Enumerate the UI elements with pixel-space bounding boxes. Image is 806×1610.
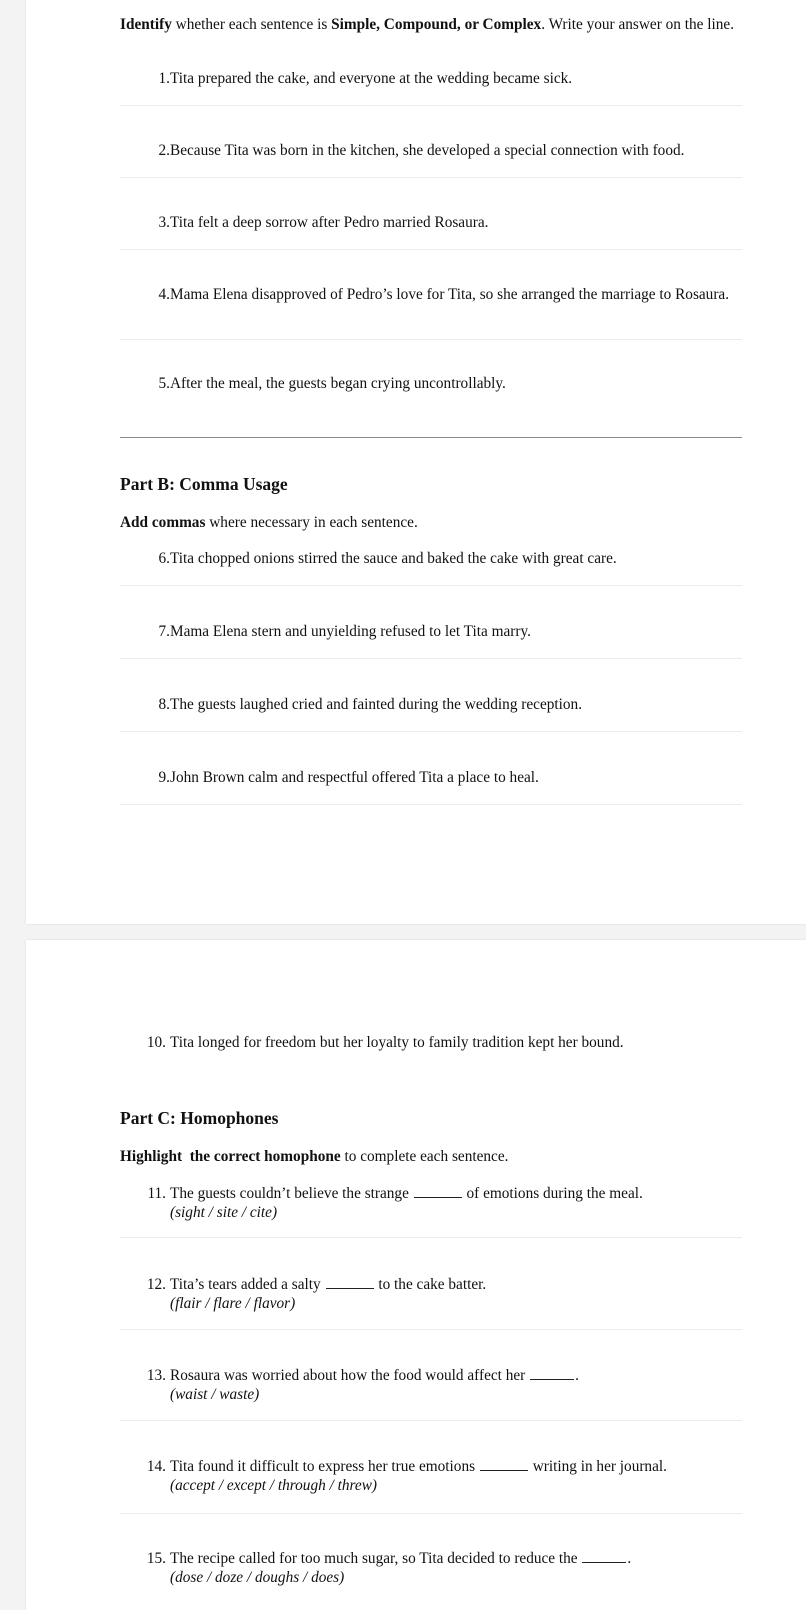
item-number: 10. — [146, 1034, 166, 1051]
answer-line[interactable] — [120, 731, 742, 732]
homophone-options[interactable]: (dose / doze / doughs / does) — [170, 1569, 345, 1586]
item-text-after: . — [575, 1367, 579, 1384]
list-item — [143, 622, 748, 641]
item-text: Tita chopped onions stirred the sauce and baked the cake with great care. — [170, 550, 617, 567]
homophone-options[interactable]: (waist / waste) — [170, 1386, 260, 1403]
item-number: 8. — [158, 696, 170, 713]
item-number: 3. — [158, 214, 170, 231]
item-text: Mama Elena stern and unyielding refused to let Tita marry. — [170, 623, 531, 640]
fill-blank[interactable] — [414, 1184, 462, 1198]
list-item — [143, 1033, 748, 1052]
item-text — [170, 1184, 748, 1203]
section-divider — [120, 437, 742, 438]
item-number: 2. — [158, 142, 170, 159]
item-text-after: of emotions during the meal. — [462, 1185, 643, 1202]
item-separator — [120, 1237, 742, 1238]
answer-line[interactable] — [120, 105, 742, 106]
item-text-before: Tita’s tears added a salty — [170, 1276, 325, 1293]
answer-line[interactable] — [120, 658, 742, 659]
item-number: 14. — [146, 1458, 166, 1475]
answer-line[interactable] — [120, 804, 742, 805]
list-item — [143, 1549, 748, 1587]
list-item — [143, 69, 748, 88]
item-text: Mama Elena disapproved of Pedro’s love for Tita, so she arranged the marriage to Rosaura. — [170, 286, 730, 303]
item-text-before: Tita found it difficult to express her true emotions — [170, 1458, 479, 1475]
list-item — [143, 374, 748, 393]
item-text-before: The recipe called for too much sugar, so Tita decided to reduce the — [170, 1550, 582, 1567]
item-text — [170, 1549, 748, 1568]
worksheet-page-1 — [26, 0, 806, 924]
instruction-keyword: Highlight the correct homophone — [120, 1148, 341, 1165]
list-item — [143, 1366, 748, 1404]
item-text: After the meal, the guests began crying uncontrollably. — [170, 375, 506, 392]
fill-blank[interactable] — [326, 1275, 374, 1289]
worksheet-page-2 — [26, 940, 806, 1610]
item-text — [170, 1366, 748, 1385]
item-number: 5. — [158, 375, 170, 392]
list-item — [143, 549, 748, 568]
list-item — [143, 141, 748, 160]
instruction-text: whether each sentence is — [171, 16, 332, 33]
list-item — [143, 1275, 748, 1313]
item-text — [170, 1275, 748, 1294]
item-number: 12. — [146, 1276, 166, 1293]
item-separator — [120, 1513, 742, 1514]
item-number: 13. — [146, 1367, 166, 1384]
fill-blank[interactable] — [530, 1366, 574, 1380]
instruction-keyword: Simple, Compound, or Complex — [331, 16, 542, 33]
item-text: Tita felt a deep sorrow after Pedro married Rosaura. — [170, 214, 489, 231]
list-item — [143, 285, 748, 304]
item-text — [170, 1457, 748, 1476]
section-heading: Part B: Comma Usage — [120, 474, 288, 494]
item-text-after: writing in her journal. — [528, 1458, 667, 1475]
item-separator — [120, 1420, 742, 1421]
fill-blank[interactable] — [582, 1549, 626, 1563]
list-item — [143, 1457, 748, 1495]
homophone-options[interactable]: (accept / except / through / threw) — [170, 1477, 378, 1494]
answer-line[interactable] — [120, 177, 742, 178]
part-c-instruction — [120, 1147, 760, 1166]
item-text-after: . — [627, 1550, 632, 1567]
instruction-text: . Write your answer on the line. — [541, 16, 735, 33]
item-number: 4. — [158, 286, 170, 303]
item-text-before: The guests couldn’t believe the strange — [170, 1185, 413, 1202]
answer-line[interactable] — [120, 249, 742, 250]
item-number: 6. — [158, 550, 170, 567]
item-text: Tita prepared the cake, and everyone at the wedding became sick. — [170, 70, 573, 87]
item-text: Tita longed for freedom but her loyalty to family tradition kept her bound. — [170, 1034, 624, 1051]
item-number: 11. — [147, 1185, 166, 1202]
item-number: 15. — [146, 1550, 166, 1567]
instruction-keyword: Identify — [120, 16, 172, 33]
homophone-options[interactable]: (sight / site / cite) — [170, 1204, 278, 1221]
item-text-before: Rosaura was worried about how the food would affect her — [170, 1367, 530, 1384]
answer-line[interactable] — [120, 339, 742, 340]
list-item — [143, 695, 748, 714]
section-heading: Part C: Homophones — [120, 1108, 279, 1128]
answer-line[interactable] — [120, 585, 742, 586]
list-item — [143, 768, 748, 787]
instruction-keyword: Add commas — [120, 514, 206, 531]
part-a-instruction — [120, 15, 760, 34]
item-text: John Brown calm and respectful offered Tita a place to heal. — [170, 769, 539, 786]
item-text-after: to the cake batter. — [374, 1276, 487, 1293]
homophone-options[interactable]: (flair / flare / flavor) — [170, 1295, 296, 1312]
item-number: 7. — [158, 623, 170, 640]
item-number: 9. — [158, 769, 170, 786]
list-item — [143, 1184, 748, 1222]
item-text: Because Tita was born in the kitchen, she developed a special connection with food. — [170, 142, 685, 159]
instruction-text: to complete each sentence. — [340, 1148, 509, 1165]
item-number: 1. — [158, 70, 170, 87]
item-text: The guests laughed cried and fainted during the wedding reception. — [170, 696, 583, 713]
item-separator — [120, 1329, 742, 1330]
part-b-instruction — [120, 513, 760, 532]
fill-blank[interactable] — [480, 1457, 528, 1471]
list-item — [143, 213, 748, 232]
instruction-text: where necessary in each sentence. — [205, 514, 418, 531]
